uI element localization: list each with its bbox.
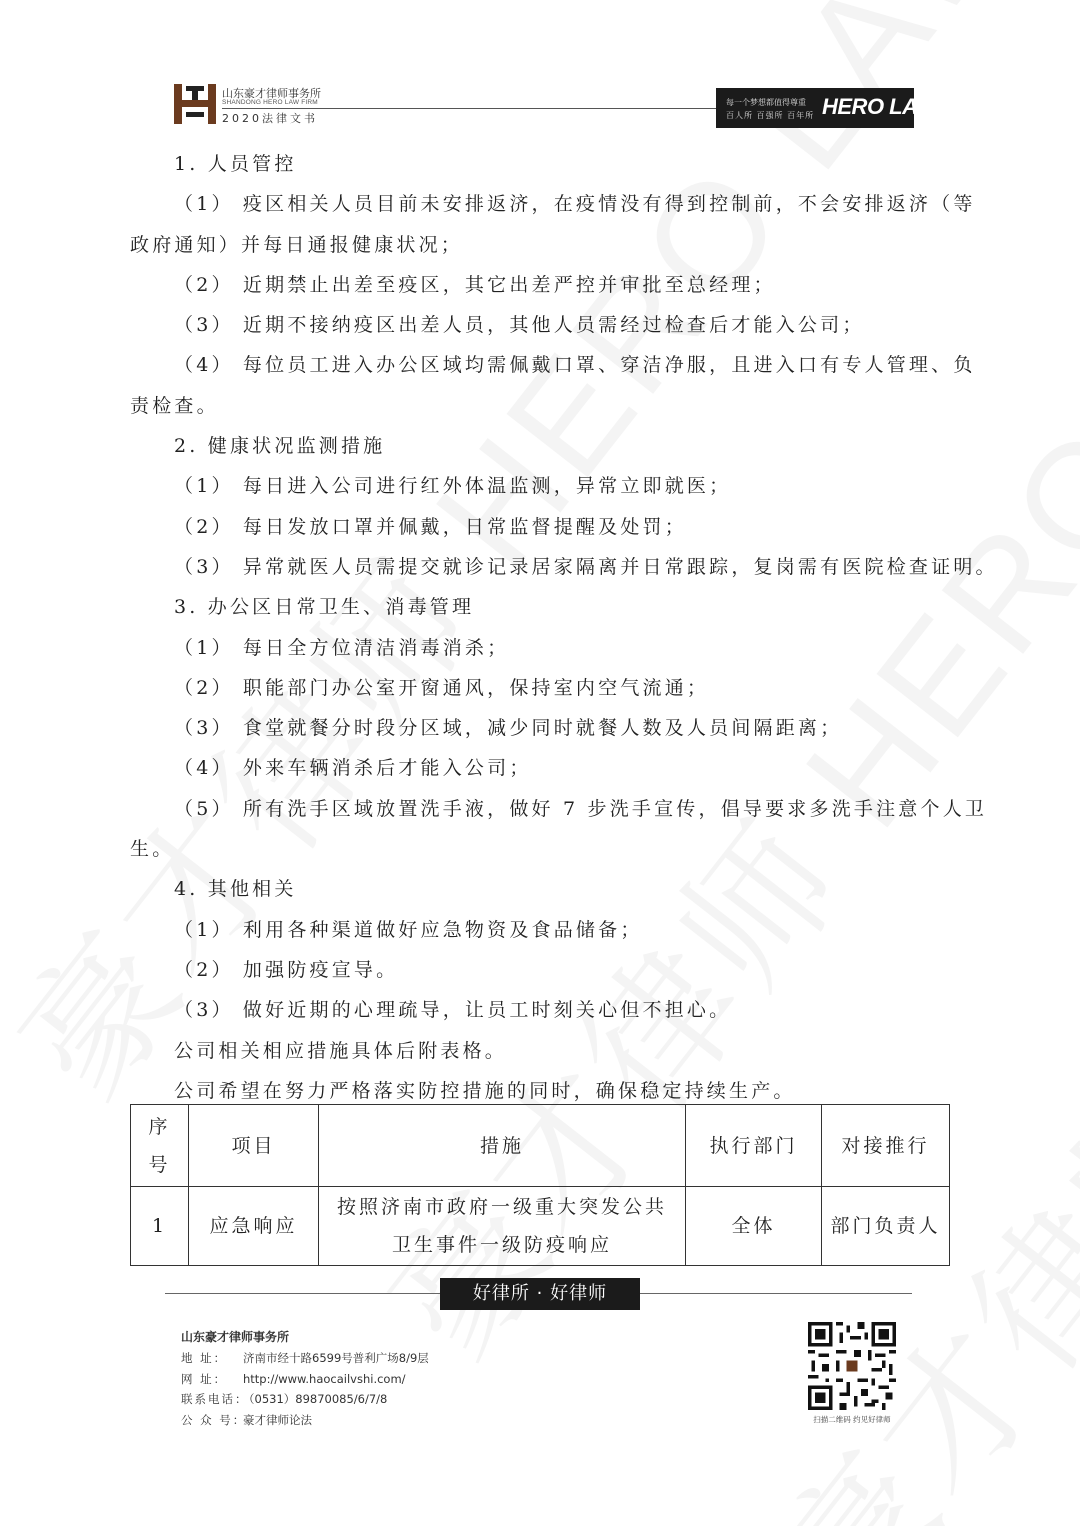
table-cell	[319, 1187, 686, 1266]
paragraph-line: 政府通知）并每日通报健康状况；	[130, 233, 464, 256]
table-header-cell: 执行部门	[686, 1105, 822, 1187]
paragraph-line: （1） 每日进入公司进行红外体温监测，异常立即就医；	[174, 475, 732, 498]
paragraph-line: （3） 做好近期的心理疏导，让员工时刻关心但不担心。	[174, 999, 732, 1022]
firm-name-cn: 山东豪才律师事务所	[222, 87, 321, 100]
contact-value: 济南市经十路6599号普利广场8/9层	[243, 1351, 429, 1365]
contact-row	[181, 1369, 429, 1390]
brand-slogan: 每一个梦想都值得尊重	[726, 98, 806, 107]
paragraph-line: （1） 利用各种渠道做好应急物资及食品储备；	[174, 918, 643, 941]
contact-row	[181, 1348, 429, 1369]
document-body	[130, 144, 998, 1111]
brand-slogan: 百人所 百强所 百年所	[726, 111, 815, 120]
contact-label: 公 众 号：	[181, 1412, 247, 1427]
paragraph-line: （5） 所有洗手区域放置洗手液，做好 7 步洗手宣传，倡导要求多洗手注意个人卫	[174, 797, 988, 820]
table-cell: 部门负责人	[822, 1187, 950, 1266]
table-cell: 1	[131, 1187, 189, 1266]
table-row	[131, 1187, 950, 1266]
qr-caption: 扫描二维码 约见好律师	[813, 1415, 891, 1424]
paragraph-line: 责检查。	[130, 394, 219, 417]
paragraph-line: （2） 每日发放口罩并佩戴，日常监督提醒及处罚；	[174, 515, 687, 538]
table-header-cell	[131, 1105, 189, 1187]
contact-label: 联系电话：	[181, 1392, 249, 1406]
header-divider	[222, 108, 722, 109]
contact-label: 网 址：	[181, 1371, 228, 1386]
paragraph-line: 生。	[130, 838, 175, 861]
paragraph-line: （2） 加强防疫宣导。	[174, 958, 399, 981]
table-cell: 全体	[686, 1187, 822, 1266]
header-text: 序	[148, 1115, 171, 1138]
paragraph-line: 公司相关相应措施具体后附表格。	[174, 1039, 508, 1062]
contact-row	[181, 1410, 429, 1431]
paragraph-line: 1. 人员管控	[174, 153, 297, 175]
paragraph-line: （4） 外来车辆消杀后才能入公司；	[174, 757, 532, 780]
paragraph-line: （1） 每日全方位清洁消毒消杀；	[174, 636, 510, 659]
contact-value: http://www.haocailvshi.com/	[243, 1371, 406, 1386]
table-header-cell: 对接推行	[822, 1105, 950, 1187]
paragraph-line: （2） 近期禁止出差至疫区，其它出差严控并审批至总经理；	[174, 273, 776, 296]
paragraph-line: 3. 办公区日常卫生、消毒管理	[174, 596, 475, 619]
footer-firm-name: 山东豪才律师事务所	[181, 1330, 290, 1344]
table-header-row	[131, 1105, 950, 1187]
footer-divider	[640, 1293, 912, 1294]
cell-text: 卫生事件一级防疫响应	[391, 1234, 612, 1256]
contact-value: （0531）89870085/6/7/8	[243, 1392, 388, 1406]
measures-table	[130, 1104, 950, 1266]
paragraph-line: （3） 近期不接纳疫区出差人员，其他人员需经过检查后才能入公司；	[174, 314, 865, 337]
paragraph-line: 公司希望在努力严格落实防控措施的同时，确保稳定持续生产。	[174, 1079, 796, 1102]
contact-row	[181, 1389, 429, 1410]
page-header	[0, 70, 1080, 130]
cell-text: 按照济南市政府一级重大突发公共	[336, 1196, 667, 1218]
contact-label: 地 址：	[181, 1351, 228, 1365]
paragraph-line: （3） 异常就医人员需提交就诊记录居家隔离并日常跟踪，复岗需有医院检查证明。	[174, 555, 998, 578]
document-tag: 2020法律文书	[222, 112, 318, 125]
paragraph-line: （4） 每位员工进入办公区域均需佩戴口罩、穿洁净服，且进入口有专人管理、负	[174, 354, 976, 377]
contact-value: 豪才律师论法	[243, 1412, 312, 1427]
paragraph-line: （3） 食堂就餐分时段分区域，减少同时就餐人数及人员间隔距离；	[174, 717, 843, 740]
footer-contact	[181, 1326, 429, 1430]
firm-logo	[172, 82, 218, 126]
table-header-cell: 措施	[319, 1105, 686, 1187]
paragraph-line: （1） 疫区相关人员目前未安排返济，在疫情没有得到控制前，不会安排返济（等	[174, 193, 976, 216]
table-cell: 应急响应	[189, 1187, 319, 1266]
table-header-cell: 项目	[189, 1105, 319, 1187]
footer-divider	[165, 1293, 440, 1294]
firm-name-en: SHANDONG HERO LAW FIRM	[222, 99, 318, 106]
header-text: 号	[148, 1153, 171, 1176]
brand-name: HERO LAW	[822, 94, 937, 119]
paragraph-line: 2. 健康状况监测措施	[174, 435, 386, 458]
paragraph-line: （2） 职能部门办公室开窗通风，保持室内空气流通；	[174, 676, 710, 699]
footer-slogan: 好律所 · 好律师	[440, 1278, 640, 1310]
paragraph-line: 4. 其他相关	[174, 878, 297, 901]
qr-code-icon	[808, 1322, 896, 1410]
